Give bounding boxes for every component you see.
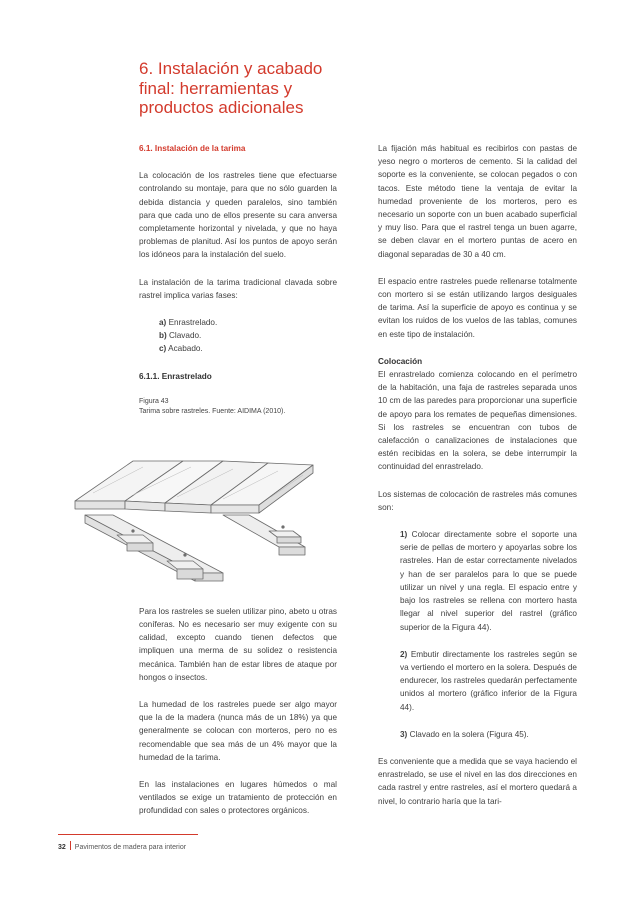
paragraph: El espacio entre rastreles puede rellenarse totalmente con mortero si se están utilizando largos desiguales de tarima. Así la superficie de apoyo es continua y se evitan los ruidos de los vuelos de las tablas, comunes en este tipo de instalación.: [378, 276, 577, 339]
list-item: [159, 329, 337, 342]
list-marker: 1): [400, 530, 408, 540]
page-footer: [58, 834, 198, 851]
chapter-title-line: final: herramientas y: [139, 78, 293, 98]
figure-caption: [139, 397, 337, 417]
paragraph-text: El enrastrelado comienza colocando en el perímetro de la habitación, una faja de rastreles separada unos 10 cm de las paredes para proporcionar una superficie de apoyo para los remates de pequeñas dimensiones. Si los rastreles se encuentran con tubos de calefacción o canalizaciones de instalaciones que estén recibidas en la solera, se debe interrumpir la continuidad del enrastrelado.: [378, 370, 577, 472]
paragraph: En las instalaciones en lugares húmedos o mal ventilados se exige un tratamiento de protección en profundidad con sales o protectores orgánicos.: [139, 780, 337, 816]
list-item: [400, 728, 577, 741]
paragraph: Para los rastreles se suelen utilizar pino, abeto u otras coníferas. No es necesario ser muy exigente con su calidad, excepto cuando tienen defectos que impliquen una merma de su solidez o resistencia mecánica. También han de estar libres de ataque por hongos o insectos.: [139, 606, 337, 682]
list-marker: 2): [400, 649, 408, 659]
left-column: [139, 142, 337, 832]
list-item: [159, 316, 337, 329]
list-item: [400, 648, 577, 714]
right-column: [378, 142, 577, 822]
section-title: 6.1. Instalación de la tarima: [139, 144, 246, 153]
colocacion-heading: Colocación: [378, 356, 423, 366]
list-item: [159, 342, 337, 355]
list-text: Acabado.: [168, 344, 203, 354]
list-text: Enrastrelado.: [168, 318, 218, 328]
publication-title: Pavimentos de madera para interior: [74, 844, 187, 851]
phase-list: [139, 316, 337, 356]
paragraph: La fijación más habitual es recibirlos con pastas de yeso negro o morteros de cemento. Si la calidad del soporte es la conveniente, se colocan pegados o con tacos. Este método tiene la ventaja de evitar la humedad proveniente de los morteros, pero es necesario un soporte con un buen acabado superficial y muy liso. Para que el rastrel tenga un buen agarre, se deben clavar en el mortero puntas de acero en diagonal separadas de 30 a 40 cm.: [378, 144, 577, 259]
list-marker: a): [159, 318, 167, 328]
paragraph: La colocación de los rastreles tiene que efectuarse controlando su montaje, para que no sólo guarden la debida distancia y queden paralelos, sino también para que cada uno de ellos presente su cara anversa completamente horizontal y nivelada, y que no haya problemas de planitud. Así los puntos de apoyo serán los idóneos para la instalación del suelo.: [139, 171, 337, 260]
subsection-title: 6.1.1. Enrastrelado: [139, 371, 212, 381]
page-number: 32: [58, 844, 66, 851]
paragraph-with-heading: [378, 355, 577, 474]
list-text: Colocar directamente sobre el soporte una serie de pellas de mortero y apoyarlas sobre los rastreles. Han de estar correctamente nivelados y han de ser paralelos para lo que se puede utilizar un nivel y una regla. El espacio entre y bajo los rastreles se rellena con mortero hasta llegar al nivel superior del rastrel (gráfico superior de la Figura 44).: [400, 530, 577, 632]
figure-caption-text: Tarima sobre rastreles. Fuente: AIDIMA (2010).: [139, 407, 286, 415]
chapter-title: [139, 59, 369, 118]
paragraph: Los sistemas de colocación de rastreles más comunes son:: [378, 489, 577, 512]
systems-list: [378, 528, 577, 741]
list-item: [400, 528, 577, 634]
paragraph: Es conveniente que a medida que se vaya haciendo el enrastrelado, se use el nivel en las dos direcciones en cada rastrel y entre rastreles, así el mortero quedará a nivel, lo contrario haría que la tari-: [378, 756, 577, 806]
chapter-title-line: 6. Instalación y acabado: [139, 59, 323, 78]
list-text: Clavado.: [169, 331, 202, 341]
list-marker: 3): [400, 729, 408, 739]
floor-on-battens-illustration: [73, 423, 325, 595]
footer-divider: [70, 841, 71, 850]
list-text: Clavado en la solera (Figura 45).: [409, 729, 529, 739]
chapter-title-line: productos adicionales: [139, 98, 304, 117]
paragraph: La humedad de los rastreles puede ser algo mayor que la de la madera (nunca más de un 18%) ya que generalmente se colocan con morteros, pero no es recomendable que sea más de un 4% mayor que la humedad de la tarima.: [139, 700, 337, 762]
list-text: Embutir directamente los rastreles según se va vertiendo el mortero en la solera. Después de endurecer, los rastreles quedarán perfectamente unidos al mortero (gráfico inferior de la Figura 44).: [400, 649, 577, 712]
list-marker: c): [159, 344, 167, 354]
figure-label: Figura 43: [139, 397, 169, 405]
list-marker: b): [159, 331, 167, 341]
paragraph: La instalación de la tarima tradicional clavada sobre rastrel implica varias fases:: [139, 277, 337, 300]
